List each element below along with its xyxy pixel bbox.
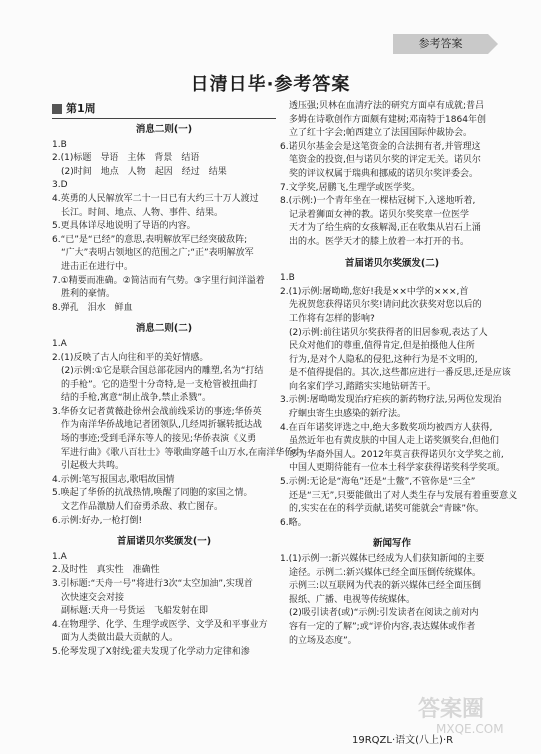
answer-line: 4.在物理学、化学、生理学或医学、文学及和平事业方: [52, 619, 268, 630]
answer-section: [52, 535, 276, 659]
section-heading: 首届诺贝尔奖颁发(二): [344, 257, 440, 269]
answer-line: 7.①精要而准确。②简洁而有气势。③字里行间洋溢着: [52, 275, 265, 286]
answer-line: 向名家们学习,踏踏实实地钻研苦干。: [280, 381, 436, 392]
right-column: [280, 100, 518, 652]
answer-line: 面为人类做出最大贡献的人。: [52, 633, 179, 644]
answer-line: 6.略。: [280, 517, 307, 528]
section-heading: 消息二则(一): [135, 124, 193, 135]
answer-line: 1.A: [52, 338, 67, 349]
answer-line: “广大”表明占领地区的范围之广;“正”表明解放军: [52, 248, 254, 259]
answer-line: 立了红十字会;帕西建立了法国国际仲裁协会。: [280, 128, 473, 139]
answer-line: 示例三:以互联网为代表的新兴媒体已经全面压倒: [280, 581, 482, 592]
answer-line: 2.及时性 真实性 准确性: [52, 565, 160, 576]
answer-line: 工作将有怎样的影响?: [280, 313, 375, 324]
section-heading: 新闻写作: [372, 538, 411, 550]
section-heading: 消息二则(二): [135, 323, 193, 335]
answer-line: 是不值得提倡的。其次,这些都应进行一番反思,还是应该: [280, 368, 511, 379]
answer-line: 1.B: [280, 273, 295, 284]
answer-line: (2)时间 地点 人物 起因 经过 结果: [52, 166, 227, 177]
section-tab: 参考答案: [393, 34, 488, 54]
answer-line: 4.在百年诺奖评选之中,绝大多数奖项均被西方人获得,: [280, 422, 493, 433]
answer-line: 先祝贺您获得诺贝尔奖!请问此次获奖对您以后的: [280, 300, 482, 311]
answer-line: 2.(1)标题 导语 主体 背景 结语: [52, 153, 200, 164]
answer-line: 5.示例:无论是“海龟”还是“土鳖”,不管你是“三全”: [280, 477, 476, 488]
answer-line: 出的水。医学天才的膝上放着一本打开的书。: [280, 236, 470, 247]
answer-line: 5.更具体详尽地说明了导语的内容。: [52, 221, 196, 232]
answer-line: 2.(1)示例:屠呦呦,您好!我是××中学的×××,首: [280, 286, 469, 297]
answer-line: 笔资金的投资,但与诺贝尔奖的评定无关。诺贝尔: [280, 155, 481, 166]
answer-line: 引起极大共鸣。: [52, 461, 125, 472]
answer-line: 还是“三无”,只要能做出了对人类生存与发展有着重要意义: [280, 490, 518, 501]
answer-line: 副标题:天舟一号货运 飞船发射在即: [52, 606, 209, 617]
answer-line: 虽然近年也有黄皮肤的中国人走上诺奖颁奖台,但他们: [280, 436, 499, 447]
answer-line: 5.唤起了华侨的抗战热情,唤醒了同胞的家国之情。: [52, 488, 253, 499]
answer-line: 文艺作品激励人们奋勇杀敌、救亡图存。: [52, 502, 224, 513]
answer-line: 2.(1)反映了古人向往和平的美好情感。: [52, 352, 209, 363]
answer-line: 奖的评议权属于瑞典和挪威的诺贝尔奖评委会。: [280, 168, 479, 179]
answer-line: 多为华裔外国人。2012年莫言获得诺贝尔文学奖之前,: [280, 449, 504, 460]
answer-line: 长江。时间、地点、人物、事件、结果。: [52, 207, 224, 218]
answer-line: (2)吸引读者(或)“示例:引发读者在阅读之前对内: [280, 608, 479, 619]
answer-section: [280, 257, 518, 531]
answer-line: 天才为了给生病的女孩解渴,正在收集从岩石上涌: [280, 223, 481, 234]
answer-line: (2)示例:前往诺贝尔奖获得者的旧居参观,表达了人: [280, 327, 488, 338]
answer-line: 的立场及态度”。: [280, 635, 357, 646]
answer-line: 3.D: [52, 180, 68, 191]
answer-section: [280, 537, 504, 648]
week-header: [52, 100, 276, 119]
answer-line: 8.弹孔 泪水 鲜血: [52, 302, 133, 313]
answer-line: 途径。示例二:新兴媒体已经全面压倒传统媒体。: [280, 567, 482, 578]
answer-line: 多姆在诗歌创作方面颇有建树;邓南特于1864年创: [280, 114, 486, 125]
answer-line: 1.A: [52, 551, 67, 562]
answer-line: 的,实实在在的科学贡献,诺奖可能就会“青睐”你。: [280, 504, 485, 515]
answer-line: 胜利的豪情。: [52, 289, 116, 300]
watermark-logo: 答案圈: [418, 697, 485, 722]
answer-line: 容有一定的了解”;或“评价内容,表达媒体或作者: [280, 621, 476, 632]
answer-line: 记录着狮面女神的教。诺贝尔奖奖章一位医学: [280, 209, 470, 220]
answer-line: 报纸、广播、电视等传统媒体。: [280, 594, 416, 605]
answer-line: 5.伦琴发现了X射线;霍夫发现了化学动力定律和渗: [52, 646, 250, 657]
answer-line: 疗蛔虫寄生虫感染的新疗法。: [280, 409, 407, 420]
answer-section: [280, 100, 504, 250]
page-footer: 19RQZL·语文(八上)·R: [352, 735, 454, 746]
answer-line: 6.示例:好办,一枪打倒!: [52, 515, 143, 526]
watermark-url: MXQE.COM: [436, 722, 504, 736]
answer-line: 8.(示例:)一个青年坐在一棵枯冠树下,入迷地听着,: [280, 196, 476, 207]
answer-line: 行为,是对个人隐私的侵犯,这种行为是不文明的,: [280, 354, 478, 365]
answer-section: [52, 123, 276, 315]
answer-line: 6.“已”是“已经”的意思,表明解放军已经突破敌阵;: [52, 234, 248, 245]
answer-line: 6.诺贝尔基金会是这笔资金的合法拥有者,并管理这: [280, 141, 481, 152]
page-title: 日清日毕·参考答案: [190, 74, 351, 95]
answer-line: (2)示例:①它是联合国总部花园内的雕塑,名为“打结: [52, 366, 264, 377]
answer-line: 3.华侨女记者黄薇赴徐州会战前线采访的事迹;华侨英: [52, 406, 262, 417]
answer-line: 4.英勇的人民解放军二十一日已有大约三十万人渡过: [52, 193, 259, 204]
answer-line: 1.(1)示例一:新兴媒体已经成为人们获知新闻的主要: [280, 554, 485, 564]
answer-line: 7.文学奖,居鹏飞,生理学或医学奖。: [280, 182, 421, 193]
answer-line: 场的事迹;受到毛泽东等人的接见;华侨表演《义勇: [52, 434, 257, 445]
answer-line: 3.示例:屠呦呦发现治疗疟疾的新药物疗法,另两位发现治: [280, 395, 502, 406]
answer-line: 4.示例:笔写报国志,歌唱故国情: [52, 474, 175, 485]
answer-line: 透压强;贝林在血清疗法的研究方面卓有成就;普吕: [280, 101, 485, 111]
week-label: 第1周: [66, 102, 96, 115]
answer-line: 的手枪”。它的造型十分奇特,是一支枪管被扭曲打: [52, 379, 258, 390]
section-heading: 首届诺贝尔奖颁发(一): [116, 536, 212, 548]
answer-line: 中国人更期待能有一位本土科学家获得诺奖科学奖项。: [280, 463, 506, 474]
answer-line: 1.B: [52, 139, 67, 150]
answer-line: 结的手枪,寓意“制止战争,禁止杀戮”。: [52, 393, 212, 404]
answer-line: 3.引标题:“天舟一号”将进行3次“太空加油”,实现首: [52, 579, 253, 589]
answer-line: 军进行曲》《歌八百壮士》等歌曲穿越千山万水,在南洋华侨中: [52, 447, 303, 458]
answer-line: 进击正在进行中。: [52, 261, 134, 272]
answer-line: 次快速交会对接: [52, 592, 125, 603]
answer-line: 作为南洋华侨战地记者团领队,几经周折辗转抵达战: [52, 420, 262, 431]
answer-line: 民众对他们的尊重,值得肯定,但是拍摄他人住所: [280, 341, 475, 352]
